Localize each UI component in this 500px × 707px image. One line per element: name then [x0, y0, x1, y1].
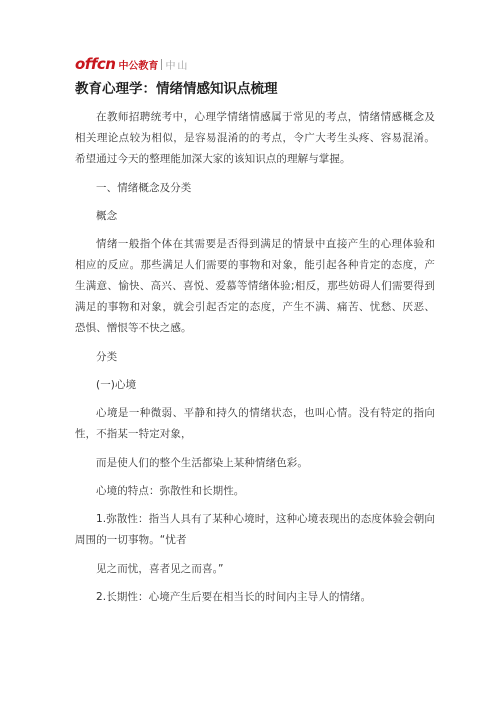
- logo-city: 中山: [165, 60, 190, 72]
- document-title: 教育心理学：情绪情感知识点梳理: [75, 81, 278, 97]
- body-paragraph: 而是使人们的整个生活都染上某种情绪色彩。: [96, 457, 308, 469]
- logo-mark: offcn: [75, 55, 116, 73]
- logo: [75, 55, 189, 73]
- subsection-heading: 概念: [96, 210, 118, 222]
- body-paragraph: 心境的特点：弥散性和长期性。: [96, 485, 245, 497]
- body-paragraph: 1.弥散性：指当人具有了某种心境时，这种心境表现出的态度体验会朝向周围的一切事物。“忧者: [75, 513, 435, 546]
- subsection-heading: (一)心境: [96, 379, 137, 391]
- body-paragraph: 见之而忧，喜者见之而喜。”: [96, 563, 224, 575]
- body-paragraph: 心境是一种微弱、平静和持久的情绪状态，也叫心情。没有特定的指向性，不指某一特定对象，: [75, 407, 435, 440]
- body-paragraph: 2.长期性：心境产生后要在相当长的时间内主导人的情绪。: [96, 591, 372, 603]
- section-heading: 一、情绪概念及分类: [96, 182, 192, 194]
- subsection-heading: 分类: [96, 351, 118, 363]
- document-body: [75, 107, 435, 615]
- intro-paragraph: 在教师招聘统考中，心理学情绪情感属于常见的考点，情绪情感概念及相关理论点较为相似，是容易混淆的的考点，令广大考生头疼、容易混淆。希望通过今天的整理能加深大家的该知识点的理解与掌握。: [75, 111, 435, 165]
- logo-divider: [161, 59, 162, 70]
- logo-brand-name: 中公教育: [118, 60, 159, 72]
- definition-paragraph: 情绪一般指个体在其需要是否得到满足的情景中直接产生的心理体验和相应的反应。那些满足人们需要的事物和对象，能引起各种肯定的态度，产生满意、愉快、高兴、喜悦、爱慕等情绪体验;相反，那些妨碍人们需要得到满足的事物和对象，就会引起否定的态度，产生不满、痛苦、忧愁、厌恶、恐惧、憎恨等不快之感。: [75, 238, 435, 334]
